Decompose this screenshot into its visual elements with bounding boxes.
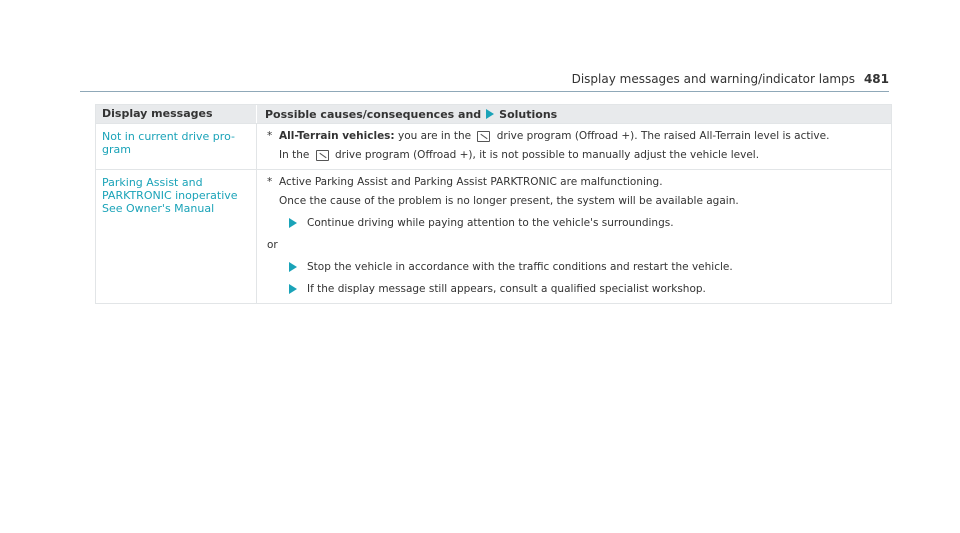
arrow-right-icon — [486, 109, 494, 119]
offroad-plus-icon — [477, 131, 490, 142]
col-header-causes-text: Possible causes/consequences and — [265, 107, 482, 121]
cause-text: In the — [279, 149, 310, 161]
footnote-star: * — [267, 130, 273, 142]
message-line: Not in current drive pro- — [102, 130, 235, 143]
display-message — [96, 124, 257, 169]
message-line: PARKTRONIC inoperative — [102, 189, 238, 202]
table-row — [96, 123, 891, 169]
cause-line — [265, 130, 883, 143]
table-row — [96, 169, 891, 303]
message-line: Parking Assist and — [102, 176, 203, 189]
page-number: 481 — [863, 72, 889, 86]
page-header — [0, 72, 889, 92]
solution-text: If the display message still appears, consult a qualified specialist workshop. — [307, 283, 706, 295]
cause-line — [265, 176, 883, 189]
causes-solutions — [257, 124, 891, 169]
solution-step — [265, 217, 883, 230]
arrow-right-icon — [289, 218, 297, 228]
cause-text: Once the cause of the problem is no longer present, the system will be available again. — [279, 195, 739, 207]
solution-step — [265, 261, 883, 274]
solution-text: Stop the vehicle in accordance with the traffic conditions and restart the vehicle. — [307, 261, 733, 273]
vehicle-type-label: All-Terrain vehicles: — [279, 130, 395, 142]
header-divider — [80, 91, 889, 92]
footnote-star: * — [267, 176, 273, 188]
message-line: gram — [102, 143, 131, 156]
or-separator: or — [267, 239, 278, 251]
display-message — [96, 170, 257, 303]
section-title: Display messages and warning/indicator lamps — [571, 72, 855, 86]
cause-text: Active Parking Assist and Parking Assist PARKTRONIC are malfunctioning. — [279, 176, 663, 188]
cause-line — [265, 195, 883, 208]
message-line: See Owner's Manual — [102, 202, 215, 215]
arrow-right-icon — [289, 284, 297, 294]
solution-text: Continue driving while paying attention to the vehicle's surroundings. — [307, 217, 674, 229]
table-header — [96, 105, 891, 123]
arrow-right-icon — [289, 262, 297, 272]
cause-text: drive program (Offroad +), it is not possible to manually adjust the vehicle level. — [335, 149, 760, 161]
cause-text: drive program (Offroad +). The raised All-Terrain level is active. — [496, 130, 830, 142]
solution-step — [265, 283, 883, 296]
messages-table — [95, 104, 892, 304]
cause-line — [265, 149, 883, 162]
col-header-display-messages: Display messages — [96, 105, 257, 123]
causes-solutions — [257, 170, 891, 303]
col-header-causes-solutions — [257, 108, 891, 121]
offroad-plus-icon — [316, 150, 329, 161]
cause-text: you are in the — [397, 130, 472, 142]
col-header-solutions-text: Solutions — [499, 107, 558, 121]
